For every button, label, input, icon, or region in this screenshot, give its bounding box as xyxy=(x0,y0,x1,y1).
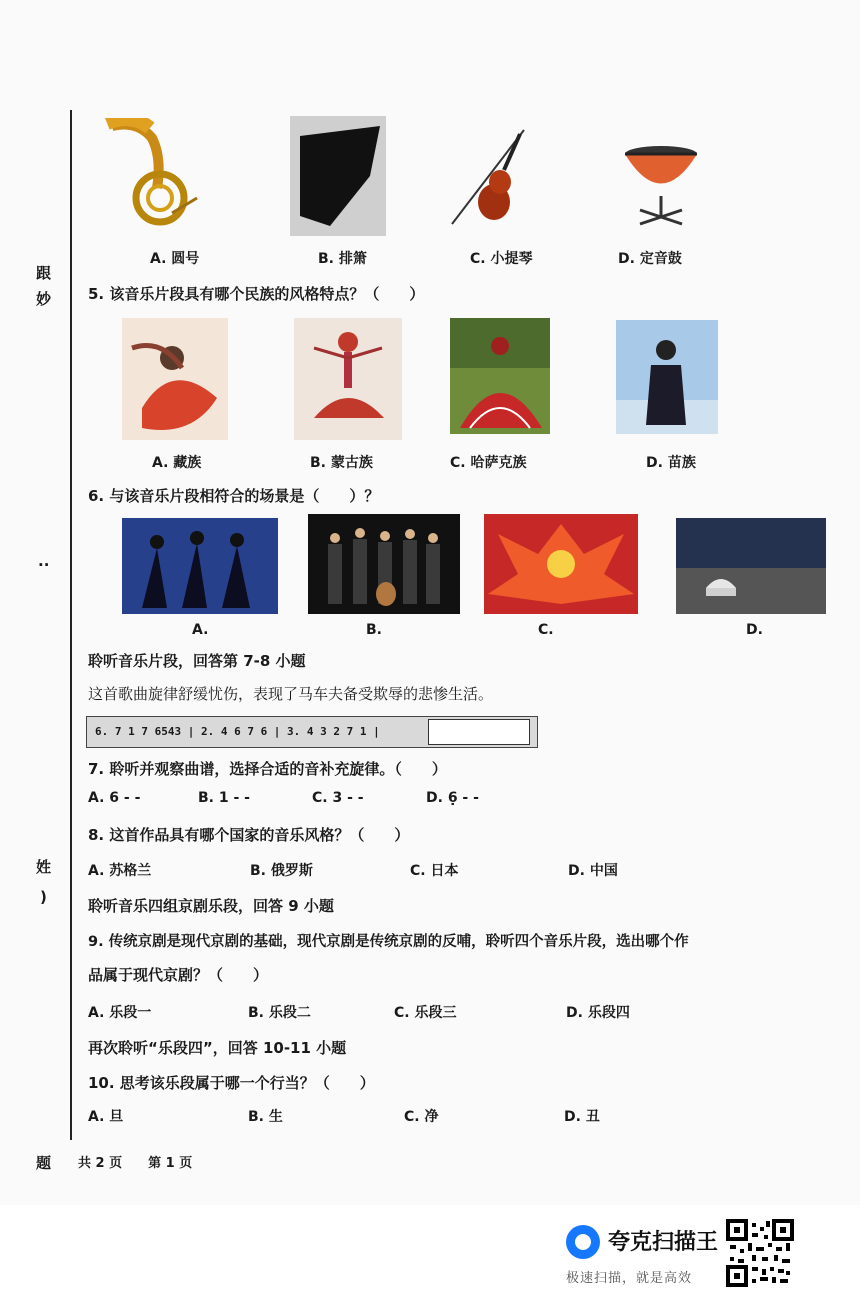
q8-option-b: B. 俄罗斯 xyxy=(250,863,313,879)
miao-singer-image xyxy=(616,320,718,434)
q4-option-a: A. 圆号 xyxy=(150,251,200,267)
margin-label: .. xyxy=(38,552,50,570)
q5-option-b: B. 蒙古族 xyxy=(310,455,373,471)
q7-text: 7. 聆听并观察曲谱，选择合适的音补充旋律。（ ） xyxy=(88,760,447,778)
margin-label: ) xyxy=(40,888,47,906)
q4-option-c: C. 小提琴 xyxy=(470,251,533,267)
q6-option-a: A. xyxy=(192,622,209,638)
tibetan-dancer-image xyxy=(122,318,228,440)
q6-text: 6. 与该音乐片段相符合的场景是（ ）？ xyxy=(88,487,380,505)
section-title: 聆听音乐片段，回答第 7-8 小题 xyxy=(88,652,306,670)
scanner-logo-icon xyxy=(566,1225,600,1259)
mongolian-dancer-image xyxy=(294,318,402,440)
scanner-watermark xyxy=(0,1205,860,1299)
section-description: 这首歌曲旋律舒缓忧伤，表现了马车夫备受欺辱的悲惨生活。 xyxy=(88,685,494,703)
q10-text: 10. 思考该乐段属于哪一个行当？（ ） xyxy=(88,1074,375,1092)
q10-option-d: D. 丑 xyxy=(564,1109,600,1125)
q7-option-c: C. 3 - - xyxy=(312,790,364,806)
q8-option-d: D. 中国 xyxy=(568,863,618,879)
margin-label: 妙 xyxy=(36,290,52,308)
scene-b-image xyxy=(308,514,460,614)
qr-code-icon xyxy=(726,1219,794,1287)
french-horn-image xyxy=(102,118,202,236)
panpipe-image xyxy=(290,116,386,236)
scanner-brand: 夸克扫描王 xyxy=(608,1230,719,1255)
scanner-slogan: 极速扫描，就是高效 xyxy=(566,1271,693,1286)
q6-option-c: C. xyxy=(538,622,554,638)
scene-d-image xyxy=(676,518,826,614)
q9-text-line1: 9. 传统京剧是现代京剧的基础，现代京剧是传统京剧的反哺，聆听四个音乐片段，选出哪个作 xyxy=(88,934,689,950)
timpani-image xyxy=(620,138,702,228)
q5-text: 5. 该音乐片段具有哪个民族的风格特点？（ ） xyxy=(88,285,425,303)
violin-image xyxy=(448,126,532,226)
kazakh-dancer-image xyxy=(450,318,550,434)
q8-option-a: A. 苏格兰 xyxy=(88,863,152,879)
q9-option-a: A. 乐段一 xyxy=(88,1005,152,1021)
q6-option-b: B. xyxy=(366,622,382,638)
page-number: 共 2 页 第 1 页 xyxy=(78,1156,193,1171)
q10-option-c: C. 净 xyxy=(404,1109,439,1125)
q9-option-b: B. 乐段二 xyxy=(248,1005,311,1021)
q8-option-c: C. 日本 xyxy=(410,863,459,879)
q9-option-d: D. 乐段四 xyxy=(566,1005,630,1021)
q10-option-b: B. 生 xyxy=(248,1109,283,1125)
scene-a-image xyxy=(122,518,278,614)
q6-option-d: D. xyxy=(746,622,763,638)
q4-option-d: D. 定音鼓 xyxy=(618,251,682,267)
margin-label: 姓 xyxy=(36,858,52,876)
q7-option-d: D. 6̣ - - xyxy=(426,790,479,806)
score-notation: 6. 7 1 7 6543 | 2. 4 6 7 6 | 3. 4 3 2 7 1 | xyxy=(95,725,380,738)
q7-option-a: A. 6 - - xyxy=(88,790,141,806)
section-title: 聆听音乐四组京剧乐段，回答 9 小题 xyxy=(88,897,334,915)
q4-option-b: B. 排箫 xyxy=(318,251,367,267)
margin-label: 题 xyxy=(36,1154,52,1172)
q5-option-c: C. 哈萨克族 xyxy=(450,455,527,471)
scene-c-image xyxy=(484,514,638,614)
q9-option-c: C. 乐段三 xyxy=(394,1005,457,1021)
margin-label: 跟 xyxy=(36,264,52,282)
q5-option-d: D. 苗族 xyxy=(646,455,696,471)
q10-option-a: A. 旦 xyxy=(88,1109,124,1125)
q7-option-b: B. 1 - - xyxy=(198,790,250,806)
score-answer-box xyxy=(428,719,530,745)
section-title: 再次聆听“乐段四”，回答 10-11 小题 xyxy=(88,1039,347,1057)
q5-option-a: A. 藏族 xyxy=(152,455,202,471)
q9-text-line2: 品属于现代京剧？（ ） xyxy=(88,966,269,984)
q8-text: 8. 这首作品具有哪个国家的音乐风格？（ ） xyxy=(88,826,410,844)
binding-line xyxy=(70,110,72,1140)
